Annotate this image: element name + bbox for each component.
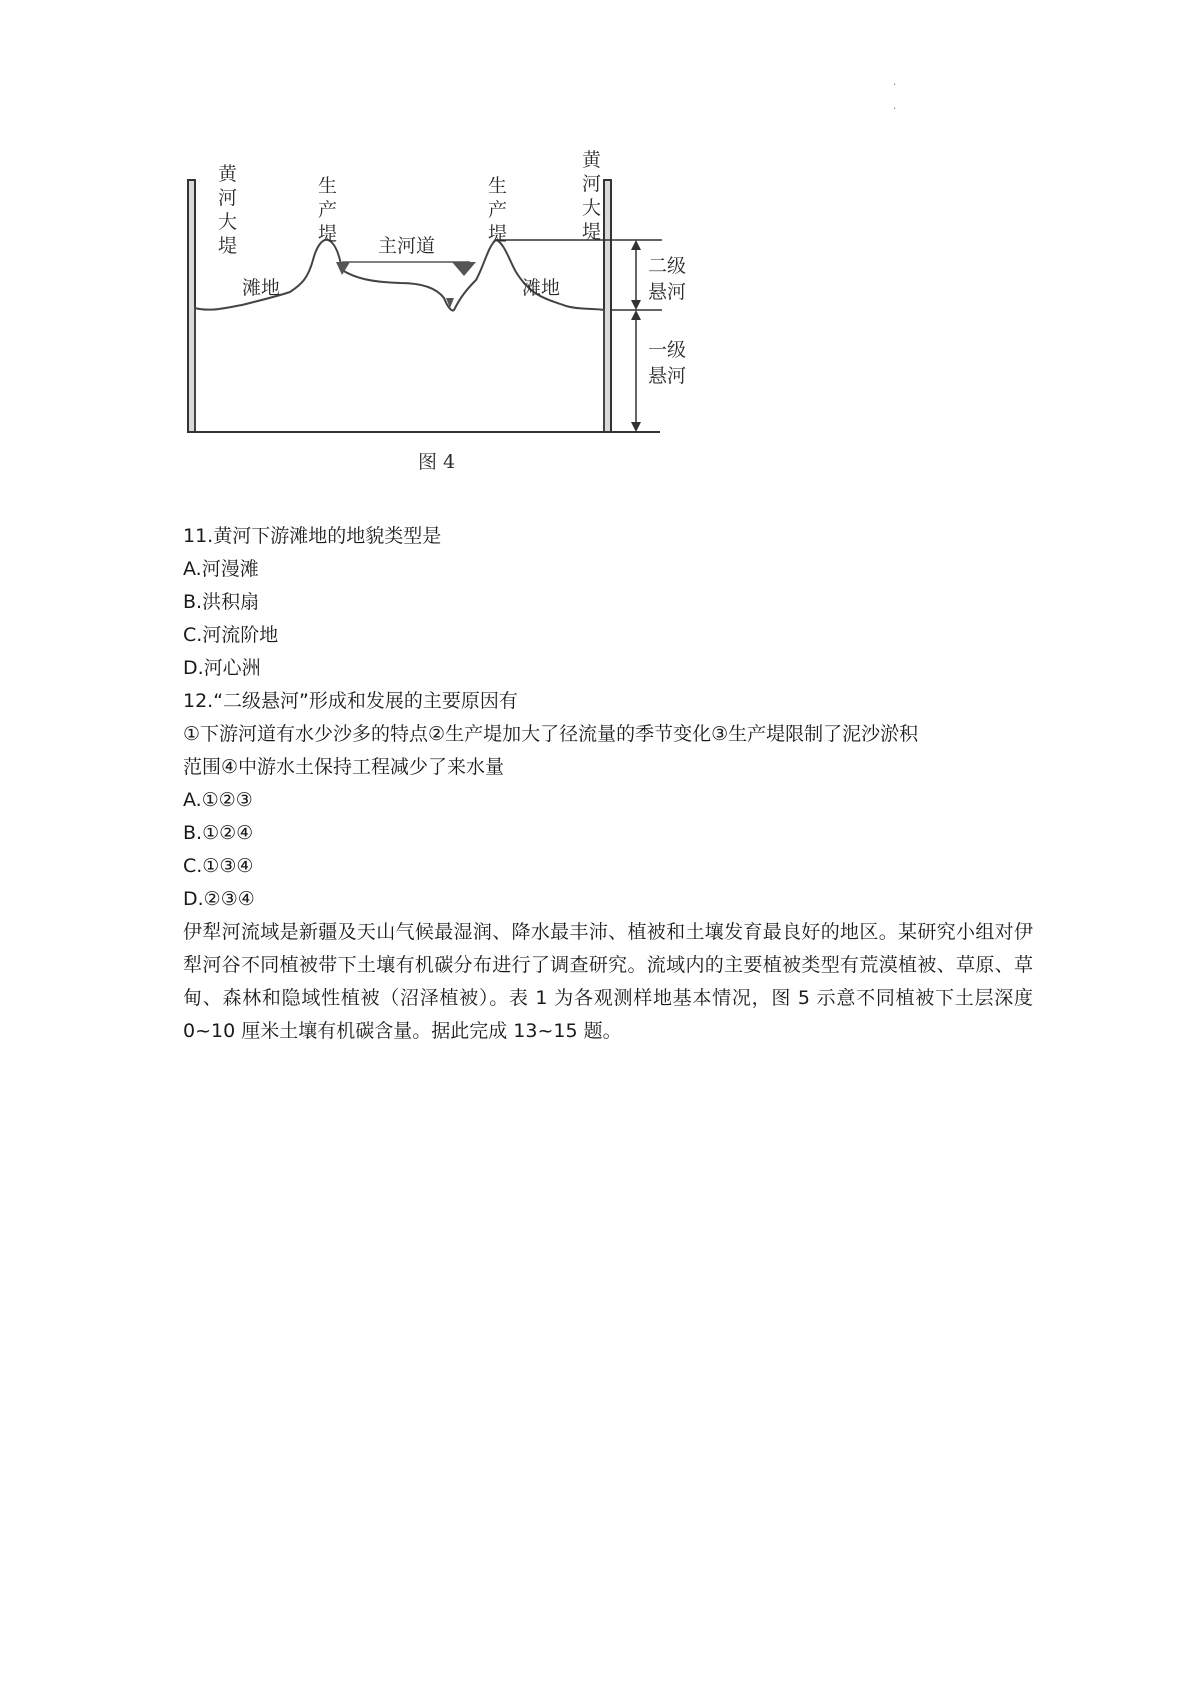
arrow-head [631,300,641,310]
q12-option-a: A.①②③ [183,789,253,811]
scan-dot: · [893,80,897,91]
q11-option-c: C.河流阶地 [183,624,279,646]
label-floodplain-left: 滩地 [242,277,281,299]
label-floodplain-right: 滩地 [522,277,561,299]
label-yellow-river-dike-right: 黄河大堤 [582,150,602,243]
scan-dot: · [893,104,897,115]
label-secondary-hanging-river: 二级悬河 [648,255,687,303]
arrow-head [631,240,641,250]
q11-option-b: B.洪积扇 [183,591,260,613]
left-dike-wall [188,180,195,432]
ground-profile [195,240,604,432]
figure-4-hanging-river-diagram [170,150,810,490]
label-main-channel: 主河道 [378,235,436,257]
label-primary-hanging-river: 一级悬河 [648,339,687,387]
arrow-head [631,310,641,320]
q12-option-d: D.②③④ [183,888,255,910]
label-yellow-river-dike-left: 黄河大堤 [218,163,238,257]
q11-stem: 11.黄河下游滩地的地貌类型是 [183,525,442,547]
question-text-block [183,520,1033,1048]
q12-stem: 12.“二级悬河”形成和发展的主要原因有 [183,690,518,712]
water-marker-right [452,262,476,276]
q11-option-a: A.河漫滩 [183,558,259,580]
figure-caption: 图 4 [418,451,456,473]
arrow-head [631,422,641,432]
label-production-dike-right: 生产堤 [488,175,508,245]
q12-items-line1: ①下游河道有水少沙多的特点②生产堤加大了径流量的季节变化③生产堤限制了泥沙淤积 [183,723,919,745]
q12-items-line2: 范围④中游水土保持工程减少了来水量 [183,756,505,778]
passage-13-15: 伊犁河流域是新疆及天山气候最湿润、降水最丰沛、植被和土壤发育最良好的地区。某研究小组对伊犁河谷不同植被带下土壤有机碳分布进行了调查研究。流域内的主要植被类型有荒漠植被、草原、草甸、森林和隐域性植被（沼泽植被）。表 1 为各观测样地基本情况，图 5 示意不同植被下土层深度 0~10 厘米土壤有机碳含量。据此完成 13~15 题。 [183,921,1033,1042]
label-production-dike-left: 生产堤 [318,175,338,245]
q12-option-b: B.①②④ [183,822,254,844]
q12-option-c: C.①③④ [183,855,254,877]
q11-option-d: D.河心洲 [183,657,261,679]
cross-section-svg [170,150,810,490]
right-dike-wall [604,180,611,432]
